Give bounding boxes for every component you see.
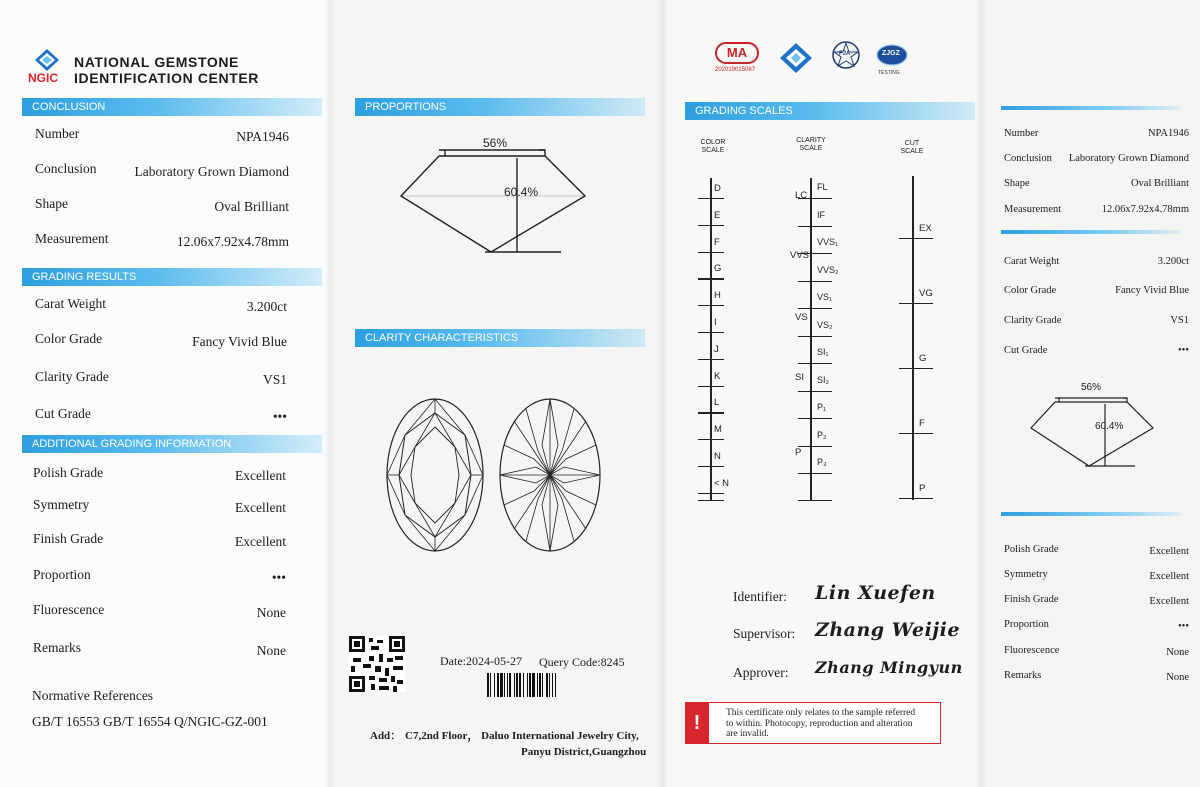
color-scale-tick [698, 386, 724, 387]
summary-value: None [1166, 672, 1189, 683]
summary-divider-2 [1001, 230, 1181, 234]
summary-value: None [1166, 647, 1189, 658]
color-scale-grade: J [714, 343, 719, 355]
section-grading-scales: GRADING SCALES [685, 102, 975, 120]
color-scale-tick [698, 198, 724, 199]
clarity-scale-group: LC [795, 190, 808, 201]
grading-scales-panel [665, 0, 983, 787]
normative-title: Normative References [32, 688, 154, 703]
field-value: Excellent [235, 468, 286, 483]
clarity-scale-title-1: CLARITY [796, 137, 826, 144]
staff-signature: Zhang Weijie [815, 619, 960, 641]
fold-shadow [325, 0, 335, 787]
clarity-scale-tick [798, 363, 832, 364]
normative-references: GB/T 16553 GB/T 16554 Q/NGIC-GZ-001 [32, 714, 268, 729]
cut-scale-tick [899, 433, 933, 434]
org-name-line2: IDENTIFICATION CENTER [74, 70, 260, 86]
barcode [487, 673, 631, 697]
clarity-scale-group: SI [795, 372, 804, 383]
zjgz-text: ZJGZ [882, 50, 900, 57]
section-additional-grading: ADDITIONAL GRADING INFORMATION [22, 435, 322, 453]
color-scale-grade: F [714, 236, 720, 248]
address-label: Add： [370, 730, 402, 742]
field-label: Proportion [33, 567, 91, 582]
ngic-diamond-logo-icon [34, 48, 60, 72]
clarity-scale-grade: VS₂ [817, 319, 833, 330]
color-scale-grade: I [714, 317, 717, 328]
color-scale-tick [698, 466, 724, 467]
clarity-scale-tick [798, 418, 832, 419]
staff-role: Identifier: [733, 589, 787, 604]
summary-value: 12.06x7.92x4.78mm [1101, 204, 1189, 215]
certificate-front-panel [0, 0, 333, 787]
color-scale-tick [698, 332, 724, 333]
clarity-plot-crown [383, 395, 488, 555]
summary-label: Finish Grade [1004, 594, 1059, 605]
staff-signature: Lin Xuefen [815, 582, 936, 604]
color-scale-grade: N [714, 451, 721, 462]
disclaimer-line-3: are invalid. [726, 729, 769, 739]
field-label: Conclusion [35, 161, 97, 176]
color-scale-axis [710, 178, 712, 500]
clarity-scale-title-2: SCALE [799, 145, 823, 152]
color-scale-grade: G [714, 263, 722, 275]
warning-icon: ! [685, 702, 709, 744]
fold-shadow [976, 0, 986, 787]
clarity-scale-tick [798, 446, 832, 447]
field-value: 3.200ct [246, 299, 287, 314]
cut-scale-tick [899, 368, 933, 369]
disclaimer-line-1: This certificate only relates to the sample referred [726, 708, 916, 718]
summary-label: Polish Grade [1004, 544, 1059, 555]
summary-value: Laboratory Grown Diamond [1068, 153, 1189, 164]
ngic-mark-icon [779, 42, 813, 74]
summary-value: Excellent [1149, 596, 1189, 607]
field-label: Finish Grade [33, 531, 104, 546]
staff-role: Approver: [733, 665, 789, 680]
summary-value: Excellent [1149, 546, 1189, 557]
address-line1: C7,2nd Floor， Daluo International Jewelry City, [405, 730, 639, 742]
clarity-scale-group: VVS [790, 250, 810, 261]
color-scale-title-2: SCALE [701, 147, 725, 154]
color-scale-tick [698, 439, 724, 440]
field-label: Shape [35, 196, 68, 211]
clarity-scale-grade: P₃ [817, 457, 827, 467]
summary-value: Fancy Vivid Blue [1115, 285, 1189, 296]
field-label: Measurement [35, 231, 109, 246]
staff-role: Supervisor: [733, 626, 796, 641]
field-value: Laboratory Grown Diamond [134, 164, 289, 179]
clarity-scale-group: P [795, 447, 802, 458]
clarity-scale-group: VS [795, 312, 808, 323]
field-value: Excellent [235, 534, 286, 549]
summary-value: NPA1946 [1147, 128, 1189, 139]
disclaimer-text [726, 708, 915, 740]
color-scale-tick [698, 493, 724, 494]
summary-label: Measurement [1004, 204, 1062, 215]
color-scale-tick [698, 278, 724, 279]
section-proportions: PROPORTIONS [355, 98, 645, 116]
clarity-plot-pavilion [496, 395, 604, 555]
color-scale-tick [698, 412, 724, 413]
cut-scale-grade: VG [919, 288, 933, 299]
cma-logo-text: MA [726, 45, 748, 60]
qr-code[interactable] [349, 636, 405, 692]
section-conclusion: CONCLUSION [22, 98, 322, 116]
color-scale-tick [698, 225, 724, 226]
summary-label: Conclusion [1004, 153, 1052, 164]
summary-proportion-diagram [1027, 390, 1157, 472]
cut-scale-axis [912, 176, 914, 500]
summary-divider-1 [1001, 106, 1181, 110]
fja-text: FJA [839, 51, 851, 57]
summary-label: Number [1004, 128, 1039, 139]
color-scale-grade: K [714, 370, 721, 382]
cut-scale-grade: P [919, 483, 926, 494]
field-label: Polish Grade [33, 465, 104, 480]
field-value: ••• [272, 409, 287, 424]
summary-label: Remarks [1004, 670, 1042, 681]
clarity-scale-grade: VVS₁ [817, 237, 839, 247]
clarity-scale-tick [798, 500, 832, 501]
disclaimer-line-2: to within. Photocopy, reproduction and alteration [726, 718, 913, 729]
clarity-scale-grade: FL [817, 182, 828, 192]
summary-depth-percentage: 60.4% [1095, 421, 1124, 432]
field-value: Oval Brilliant [214, 199, 289, 214]
clarity-scale-grade: VS₁ [817, 292, 833, 302]
field-label: Number [35, 126, 80, 141]
field-label: Symmetry [33, 497, 90, 512]
color-scale-grade: < N [714, 477, 730, 489]
cut-scale-tick [899, 303, 933, 304]
color-scale-tick [698, 252, 724, 253]
field-value: ••• [271, 570, 286, 585]
clarity-scale-grade: VVS₂ [817, 264, 839, 275]
field-value: NPA1946 [236, 129, 289, 144]
color-scale-tick [698, 305, 724, 306]
table-percentage: 56% [483, 136, 508, 150]
field-value: 12.06x7.92x4.78mm [176, 234, 289, 249]
clarity-scale-tick [798, 336, 832, 337]
proportions-panel [333, 0, 665, 787]
clarity-scale-grade: IF [817, 209, 825, 220]
summary-value: ••• [1177, 621, 1189, 632]
color-scale-grade: D [714, 183, 721, 194]
summary-label: Carat Weight [1004, 256, 1060, 267]
cut-scale-title-2: SCALE [900, 148, 924, 155]
field-value: Fancy Vivid Blue [192, 334, 287, 349]
summary-value: Excellent [1149, 571, 1189, 582]
issue-date: Date:2024-05-27 [440, 654, 522, 668]
summary-value: 3.200ct [1157, 256, 1189, 267]
summary-label: Proportion [1004, 619, 1049, 630]
summary-value: VS1 [1170, 315, 1189, 326]
field-value: Excellent [235, 500, 286, 515]
cma-number: 202019015087 [715, 67, 756, 73]
summary-label: Clarity Grade [1004, 315, 1062, 326]
summary-value: ••• [1177, 345, 1189, 356]
summary-panel [983, 0, 1200, 787]
field-label: Cut Grade [35, 406, 91, 421]
color-scale-grade: M [714, 424, 722, 436]
color-scale-title-1: COLOR [700, 139, 726, 146]
clarity-scale-tick [798, 308, 832, 309]
cut-scale-tick [899, 498, 933, 499]
field-label: Clarity Grade [35, 369, 109, 384]
section-grading-results: GRADING RESULTS [22, 268, 322, 286]
summary-label: Symmetry [1004, 569, 1048, 580]
query-code: Query Code:8245 [539, 655, 625, 669]
clarity-scale-tick [798, 473, 832, 474]
field-label: Color Grade [35, 331, 103, 346]
depth-percentage: 60.4% [504, 185, 539, 199]
cut-scale-tick [899, 238, 933, 239]
clarity-scale-tick [798, 281, 832, 282]
summary-label: Color Grade [1004, 285, 1057, 296]
color-scale-grade: E [714, 209, 721, 221]
field-label: Carat Weight [35, 296, 107, 311]
summary-table-percentage: 56% [1081, 382, 1102, 393]
org-abbr: NGIC [28, 71, 58, 85]
field-value: None [256, 643, 286, 658]
address-line2: Panyu District,Guangzhou [521, 746, 647, 758]
fold-shadow [658, 0, 668, 787]
org-name-line1: NATIONAL GEMSTONE [74, 54, 239, 70]
clarity-scale-tick [798, 226, 832, 227]
summary-divider-3 [1001, 512, 1181, 516]
cut-scale-title-1: CUT [904, 140, 920, 147]
field-label: Fluorescence [33, 602, 105, 617]
color-scale-grade: H [714, 290, 721, 302]
staff-signature: Zhang Mingyun [815, 658, 963, 677]
testing-text: TESTING [878, 70, 900, 76]
cut-scale-grade: F [919, 418, 925, 429]
field-value: VS1 [262, 372, 287, 387]
summary-label: Shape [1004, 178, 1030, 189]
summary-value: Oval Brilliant [1130, 178, 1189, 189]
summary-label: Fluorescence [1004, 645, 1060, 656]
cut-scale-grade: EX [919, 223, 932, 234]
cma-logo-icon [715, 42, 759, 64]
summary-label: Cut Grade [1004, 345, 1048, 356]
color-scale-tick [698, 359, 724, 360]
section-clarity-characteristics: CLARITY CHARACTERISTICS [355, 329, 645, 347]
clarity-scale-grade: P₁ [817, 402, 827, 412]
color-scale-grade: L [714, 397, 720, 409]
cut-scale-grade: G [919, 353, 927, 364]
clarity-scale-grade: SI₁ [817, 347, 829, 357]
clarity-scale-tick [798, 391, 832, 392]
clarity-scale-grade: SI₂ [817, 374, 829, 385]
color-scale-tick [698, 500, 724, 501]
field-value: None [256, 605, 286, 620]
clarity-scale-grade: P₂ [817, 429, 827, 440]
field-label: Remarks [33, 640, 81, 655]
